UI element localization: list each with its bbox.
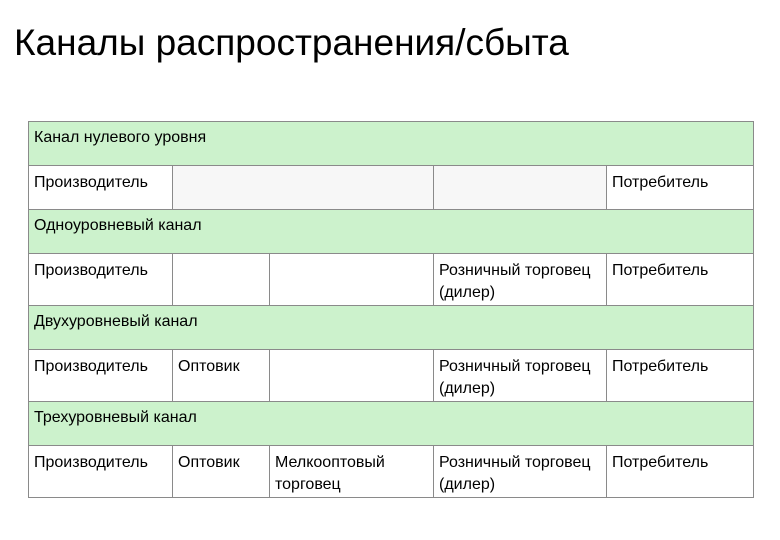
channels-table (28, 121, 754, 498)
retailer-cell: Розничный торговец (дилер) (434, 446, 607, 498)
retailer-cell: Розничный торговец (дилер) (434, 350, 607, 402)
wholesaler-cell: Оптовик (173, 446, 270, 498)
consumer-cell: Потребитель (607, 446, 754, 498)
empty-cell (434, 166, 607, 210)
page-title: Каналы распространения/сбыта (14, 22, 569, 63)
channel-name: Трехуровневый канал (29, 402, 754, 446)
producer-cell: Производитель (29, 446, 173, 498)
producer-cell: Производитель (29, 254, 173, 306)
channel-header-row (29, 122, 754, 166)
consumer-cell: Потребитель (607, 350, 754, 402)
producer-cell: Производитель (29, 350, 173, 402)
empty-cell (173, 166, 434, 210)
producer-cell: Производитель (29, 166, 173, 210)
channel-chain-row (29, 166, 754, 210)
channel-header-row (29, 306, 754, 350)
channel-name: Двухуровневый канал (29, 306, 754, 350)
channel-chain-row (29, 254, 754, 306)
empty-cell (270, 254, 434, 306)
channel-header-row (29, 210, 754, 254)
wholesaler-cell: Оптовик (173, 350, 270, 402)
small-wholesaler-cell: Мелкооптовый торговец (270, 446, 434, 498)
channel-chain-row (29, 446, 754, 498)
channel-chain-row (29, 350, 754, 402)
empty-cell (270, 350, 434, 402)
consumer-cell: Потребитель (607, 166, 754, 210)
retailer-cell: Розничный торговец (дилер) (434, 254, 607, 306)
channel-name: Канал нулевого уровня (29, 122, 754, 166)
channel-name: Одноуровневый канал (29, 210, 754, 254)
empty-cell (173, 254, 270, 306)
consumer-cell: Потребитель (607, 254, 754, 306)
channel-header-row (29, 402, 754, 446)
